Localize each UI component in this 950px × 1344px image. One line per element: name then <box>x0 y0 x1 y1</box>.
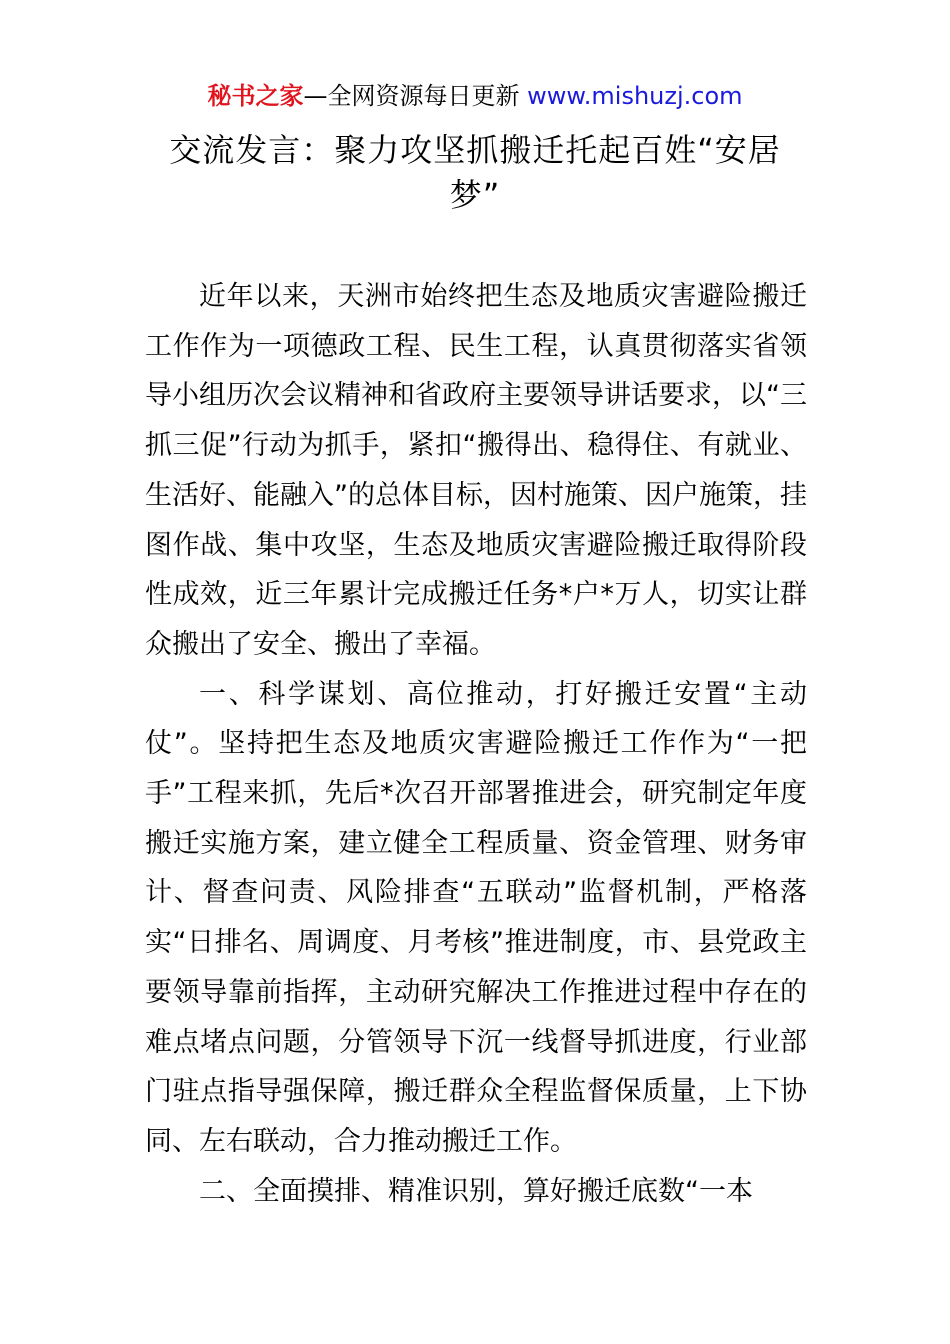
watermark-header <box>0 80 950 112</box>
section-two-paragraph: 二、全面摸排、精准识别，算好搬迁底数“一本 <box>199 1175 753 1207</box>
brand-name: 秘书之家 <box>207 82 304 110</box>
section-one-paragraph: 一、科学谋划、高位推动，打好搬迁安置“主动仗”。坚持把生态及地质灾害避险搬迁工作作为“一把手”工程来抓，先后*次召开部署推进会，研究制定年度搬迁实施方案，建立健全工程质量、资金管理、财务审计、督查问责、风险排查“五联动”监督机制，严格落实“日排名、周调度、月考核”推进制度，市、县党政主要领导靠前指挥，主动研究解决工作推进过程中存在的难点堵点问题，分管领导下沉一线督导抓进度，行业部门驻点指导强保障，搬迁群众全程监督保质量，上下协同、左右联动，合力推动搬迁工作。 <box>145 678 807 1157</box>
document-body <box>145 272 807 1216</box>
intro-paragraph: 近年以来，天洲市始终把生态及地质灾害避险搬迁工作作为一项德政工程、民生工程，认真贯彻落实省领导小组历次会议精神和省政府主要领导讲话要求，以“三抓三促”行动为抓手，紧扣“搬得出、稳得住、有就业、生活好、能融入”的总体目标，因村施策、因户施策，挂图作战、集中攻坚，生态及地质灾害避险搬迁取得阶段性成效，近三年累计完成搬迁任务*户*万人，切实让群众搬出了安全、搬出了幸福。 <box>145 281 807 660</box>
site-url-link[interactable]: www.mishuzj.com <box>527 82 743 110</box>
header-tagline: —全网资源每日更新 <box>303 82 528 110</box>
document-title: 交流发言：聚力攻坚抓搬迁托起百姓“安居梦” <box>169 131 781 214</box>
